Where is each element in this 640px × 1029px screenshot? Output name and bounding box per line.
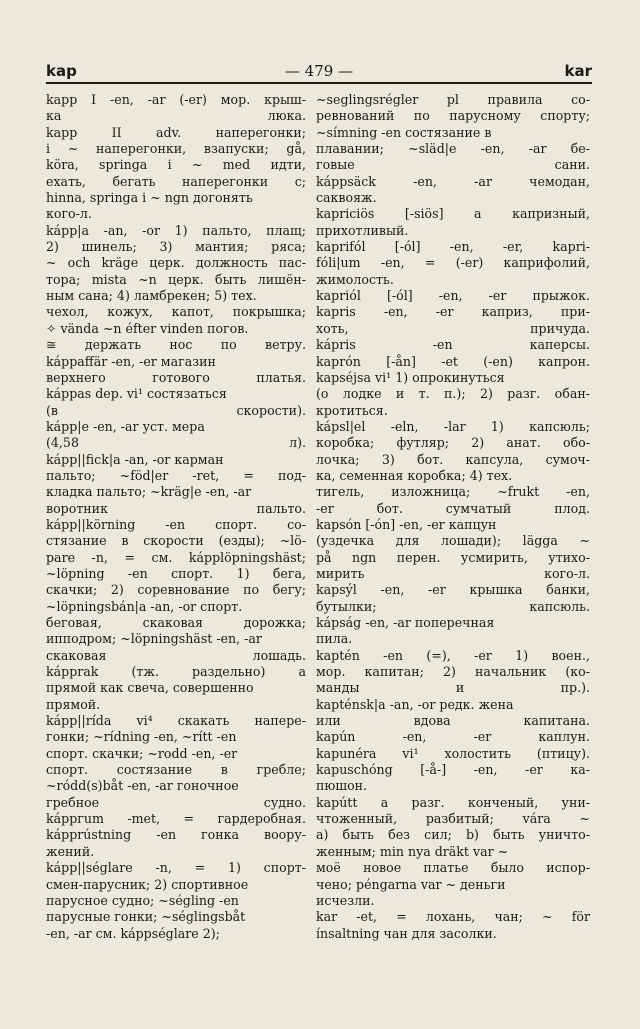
left-guide-word: kap [46, 62, 77, 80]
dictionary-line: тигель, изложница; ~frukt -en, [316, 484, 590, 500]
dictionary-line: плавании; ~släd|e -en, -ar бе- [316, 141, 590, 157]
dictionary-line: (о лодке и т. п.); 2) разг. обан- [316, 386, 590, 402]
dictionary-line: kapséjsa vi¹ 1) опрокинуться [316, 369, 505, 385]
dictionary-line: жений. [46, 843, 95, 859]
dictionary-line: pare -n, = см. kápplöpningshäst; [46, 549, 306, 565]
dictionary-line: чено; péngarna var ~ деньги [316, 876, 506, 892]
dictionary-line: чехол, кожух, капот, покрышка; [46, 304, 306, 320]
dictionary-line: ~ och kräge церк. должность пас- [46, 255, 306, 271]
dictionary-line: парусное судно; ~ségling -en [46, 892, 239, 908]
dictionary-line: (4,58 л). [46, 435, 306, 451]
dictionary-line: hinna, springa i ~ ngn догонять [46, 190, 253, 206]
header-rule [46, 82, 592, 84]
dictionary-line: тора; mista ~n церк. быть лишён- [46, 271, 306, 287]
dictionary-line: kapuschóng [-å-] -en, -er ка- [316, 762, 590, 778]
dictionary-line: kapriciös [-siös] a капризный, [316, 206, 590, 222]
running-header [46, 62, 592, 80]
dictionary-line: kápp||rída vi⁴ скакать напере- [46, 713, 306, 729]
dictionary-line: ínsaltning чан для засолки. [316, 925, 497, 941]
dictionary-line: саквояж. [316, 190, 377, 206]
dictionary-line: kápp||fick|a -an, -or карман [46, 451, 224, 467]
dictionary-line: коробка; футляр; 2) анат. обо- [316, 435, 590, 451]
dictionary-line: бутылки; капсюль. [316, 598, 590, 614]
dictionary-line: (уздечка для лошади); lägga ~ [316, 533, 590, 549]
dictionary-line: парусные гонки; ~séglingsbåt [46, 909, 246, 925]
dictionary-line: i ~ наперегонки, взапуски; gå, [46, 141, 306, 157]
dictionary-line: жимолость. [316, 271, 394, 287]
dictionary-line: ~seglingsrégler pl правила со- [316, 92, 590, 107]
dictionary-line: káppгum -met, = гардеробная. [46, 811, 306, 827]
dictionary-line: kapsýl -en, -er крышка банки, [316, 582, 590, 598]
dictionary-line: воротник пальто. [46, 500, 306, 516]
dictionary-line: káppsäck -en, -ar чемодан, [316, 173, 590, 189]
dictionary-line: спорт. состязание в гребле; [46, 762, 306, 778]
dictionary-line: kapunéra vi¹ холостить (птицу). [316, 745, 590, 761]
dictionary-line: ехать, бегать наперегонки с; [46, 173, 306, 189]
dictionary-line: ~löpningsbán|a -an, -or спорт. [46, 598, 243, 614]
dictionary-line: ≅ держать нос по ветру. [46, 337, 306, 353]
dictionary-line: kápsl|el -eln, -lar 1) капсюль; [316, 418, 590, 434]
dictionary-line: моё новое платье было испор- [316, 860, 590, 876]
dictionary-line: спорт. скачки; ~rodd -en, -er [46, 745, 238, 761]
dictionary-line: пальто; ~föd|er -ret, = под- [46, 467, 306, 483]
dictionary-line: kapris -en, -er каприз, при- [316, 304, 590, 320]
dictionary-line: kápp|e -en, -ar уст. мера [46, 418, 205, 434]
dictionary-line: kapp I -en, -ar (-er) мор. крыш- [46, 92, 306, 107]
dictionary-line: мирить кого-л. [316, 565, 590, 581]
dictionary-line: стязание в скорости (езды); ~lö- [46, 533, 306, 549]
dictionary-line: чтоженный, разбитый; vára ~ [316, 811, 590, 827]
dictionary-line: kar -et, = лохань, чан; ~ för [316, 909, 590, 925]
dictionary-line: kápprústning -en гонка воору- [46, 827, 306, 843]
dictionary-line: верхнего готового платья. [46, 369, 306, 385]
page-number: — 479 — [284, 62, 354, 80]
dictionary-line: пюшон. [316, 778, 368, 794]
dictionary-line: kapténsk|a -an, -or редк. жена [316, 696, 514, 712]
dictionary-line: ~ródd(s)båt -en, -ar гоночное [46, 778, 239, 794]
dictionary-line: på ngn перен. усмирить, утихо- [316, 549, 590, 565]
right-guide-word: kar [564, 62, 592, 80]
dictionary-line: мор. капитан; 2) начальник (ко- [316, 664, 590, 680]
dictionary-line: скачки; 2) соревнование по бегу; [46, 582, 306, 598]
dictionary-line: kaprón [-ån] -et (-en) капрон. [316, 353, 590, 369]
dictionary-line: ипподром; ~löpningshäst -en, -ar [46, 631, 262, 647]
dictionary-line: -en, -ar см. káppséglare 2); [46, 925, 220, 941]
dictionary-line: kapútt a разг. конченый, уни- [316, 794, 590, 810]
dictionary-line: (в скорости). [46, 402, 306, 418]
dictionary-line: прихотливый. [316, 222, 409, 238]
dictionary-line: говые сани. [316, 157, 590, 173]
dictionary-line: kápság -en, -ar поперечная [316, 615, 495, 630]
dictionary-line: fóli|um -en, = (-er) каприфолий, [316, 255, 590, 271]
dictionary-line: kápris -en каперсы. [316, 337, 590, 353]
dictionary-line: кого-л. [46, 206, 92, 222]
dictionary-line: женным; min nya dräkt var ~ [316, 843, 509, 859]
dictionary-line: kaprifól [-ól] -en, -er, kapri- [316, 239, 590, 255]
dictionary-line: ревнований по парусному спорту; [316, 108, 590, 124]
dictionary-line: kapún -en, -er каплун. [316, 729, 590, 745]
dictionary-line: -er бот. сумчатый плод. [316, 500, 590, 516]
dictionary-line: kápp|a -an, -or 1) пальто, плащ; [46, 222, 306, 238]
dictionary-line: смен-парусник; 2) спортивное [46, 876, 249, 892]
dictionary-line: кладка пальто; ~kräg|e -en, -ar [46, 484, 252, 500]
dictionary-line: лочка; 3) бот. капсула, сумоч- [316, 451, 590, 467]
dictionary-line: kaptén -en (=), -er 1) воен., [316, 647, 590, 663]
dictionary-line: скаковая лошадь. [46, 647, 306, 663]
dictionary-line: ным сана; 4) ламбрекен; 5) тех. [46, 288, 257, 304]
dictionary-line: манды и пр.). [316, 680, 590, 696]
dictionary-line: kápprak (тж. раздельно) a [46, 664, 306, 680]
dictionary-line: ~símning -en состязание в [316, 124, 492, 140]
dictionary-line: или вдова капитана. [316, 713, 590, 729]
dictionary-line: хоть, причуда. [316, 320, 590, 336]
dictionary-line: 2) шинель; 3) мантия; ряса; [46, 239, 306, 255]
dictionary-line: гонки; ~rídning -en, ~rítt -en [46, 729, 237, 745]
dictionary-line: a) быть без сил; b) быть уничто- [316, 827, 590, 843]
dictionary-line: káppas dep. vi¹ состязаться [46, 386, 227, 402]
dictionary-line: kápp||körning -en спорт. со- [46, 516, 306, 532]
dictionary-line: кротиться. [316, 402, 388, 418]
dictionary-line: пила. [316, 631, 353, 647]
dictionary-line: köra, springa i ~ med идти, [46, 157, 306, 173]
dictionary-line: ка люка. [46, 108, 306, 124]
dictionary-line: kapsón [-ón] -en, -er капцун [316, 516, 497, 532]
dictionary-line: ✧ vända ~n éfter vinden погов. [46, 320, 249, 336]
dictionary-line: прямой как свеча, совершенно [46, 680, 254, 696]
dictionary-line: kápp||séglare -n, = 1) спорт- [46, 860, 306, 876]
dictionary-line: гребное судно. [46, 794, 306, 810]
dictionary-line: исчезли. [316, 892, 375, 908]
dictionary-line: ка, семенная коробка; 4) тех. [316, 467, 513, 483]
dictionary-line: ~löpning -en спорт. 1) бега, [46, 565, 306, 581]
right-column [316, 92, 590, 942]
dictionary-line: беговая, скаковая дорожка; [46, 615, 306, 630]
dictionary-line: kapriól [-ól] -en, -er прыжок. [316, 288, 590, 304]
dictionary-line: kapp II adv. наперегонки; [46, 124, 306, 140]
dictionary-line: káppaffär -en, -er магазин [46, 353, 216, 369]
left-column [46, 92, 306, 942]
dictionary-line: прямой. [46, 696, 101, 712]
